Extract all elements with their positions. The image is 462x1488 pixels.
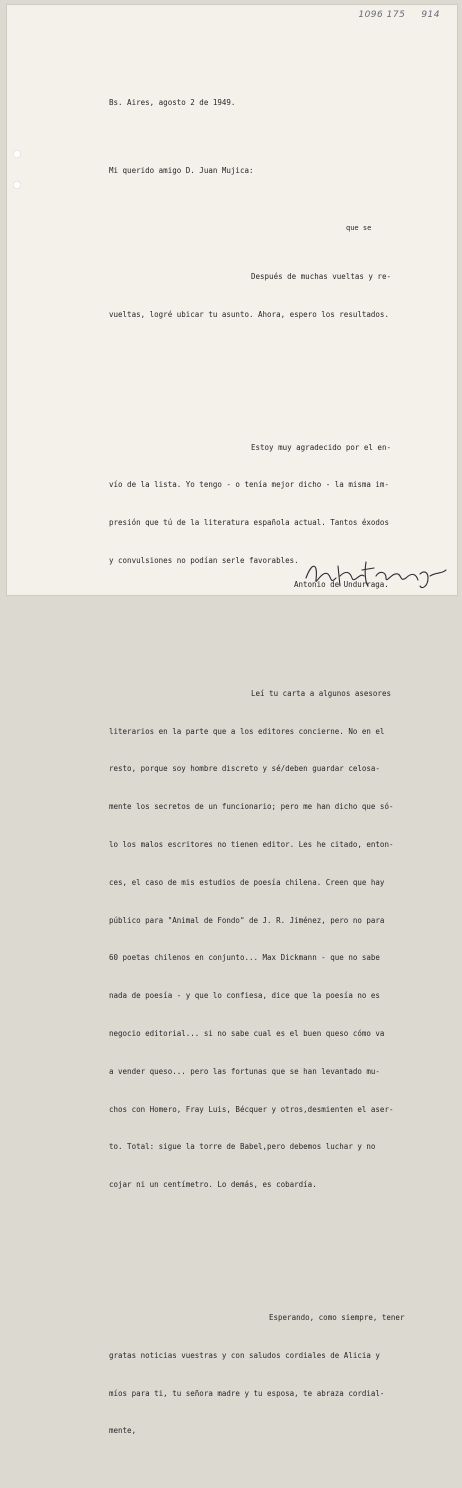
paragraph-3 xyxy=(109,663,439,1217)
paragraph-line: a vender queso... pero las fortunas que se han levantado mu- xyxy=(109,1066,380,1076)
paragraph-line: Después de muchas vueltas y re- xyxy=(251,271,391,281)
paragraph-line: público para "Animal de Fondo" de J. R. Jiménez, pero no para xyxy=(109,915,385,925)
paragraph-line: 60 poetas chilenos en conjunto... Max Dickmann - que no sabe xyxy=(109,953,380,963)
letter-body xyxy=(109,72,439,1488)
paragraph-line: negocio editorial... si no sabe cual es el buen queso cómo va xyxy=(109,1028,385,1038)
archive-reference xyxy=(358,10,440,20)
paragraph-line: Esperando, como siempre, tener xyxy=(269,1313,405,1322)
paragraph-line: vío de la lista. Yo tengo - o tenía mejor dicho - la misma im- xyxy=(109,480,389,490)
paragraph-line: ces, el caso de mis estudios de poesía chilena. Creen que hay xyxy=(109,877,385,887)
punch-hole-icon xyxy=(13,181,21,189)
signature-name: Antonio de Undurraga. xyxy=(294,580,389,589)
paragraph-line: to. Total: sigue la torre de Babel,pero debemos luchar y no xyxy=(109,1142,376,1152)
paragraph-4 xyxy=(109,1287,439,1463)
salutation: Mi querido amigo D. Juan Mujica: xyxy=(109,166,254,176)
paragraph-line: lo los malos escritores no tienen editor. Les he citado, enton- xyxy=(109,840,394,850)
paragraph-line: literarios en la parte que a los editores concierne. No en el xyxy=(109,726,385,736)
paragraph-1 xyxy=(109,246,439,347)
paragraph-line: mente los secretos de un funcionario; pero me han dicho que só- xyxy=(109,802,394,812)
paragraph-line: nada de poesía - y que lo confiesa, dice que la poesía no es xyxy=(109,991,380,1001)
paragraph-line: mente, xyxy=(109,1426,137,1436)
archive-ref-number: 1096 175 xyxy=(358,10,406,20)
paragraph-line: vueltas, logré ubicar tu asunto. Ahora, espero los resultados. xyxy=(109,309,389,319)
paragraph-line: y convulsiones no podían serle favorables. xyxy=(109,555,299,565)
date-line: Bs. Aires, agosto 2 de 1949. xyxy=(109,98,236,108)
paragraph-line: cojar ni un centímetro. Lo demás, es cobardía. xyxy=(109,1180,317,1190)
punch-hole-icon xyxy=(13,150,21,158)
paragraph-line: Leí tu carta a algunos asesores xyxy=(251,688,391,698)
archive-folio-number: 914 xyxy=(421,10,440,20)
paragraph-line: míos para ti, tu señora madre y tu esposa, te abraza cordial- xyxy=(109,1388,385,1398)
paragraph-line: presión que tú de la literatura española actual. Tantos éxodos xyxy=(109,518,389,528)
interlinear-correction: que se xyxy=(346,224,372,232)
paragraph-line: resto, porque soy hombre discreto y sé/deben guardar celosa- xyxy=(109,764,380,774)
letter-page xyxy=(6,4,458,1436)
paragraph-line: gratas noticias vuestras y con saludos cordiales de Alicia y xyxy=(109,1350,380,1360)
paragraph-line: chos con Homero, Fray Luis, Bécquer y otros,desmienten el aser- xyxy=(109,1104,394,1114)
paragraph-line: Estoy muy agradecido por el en- xyxy=(251,442,391,452)
